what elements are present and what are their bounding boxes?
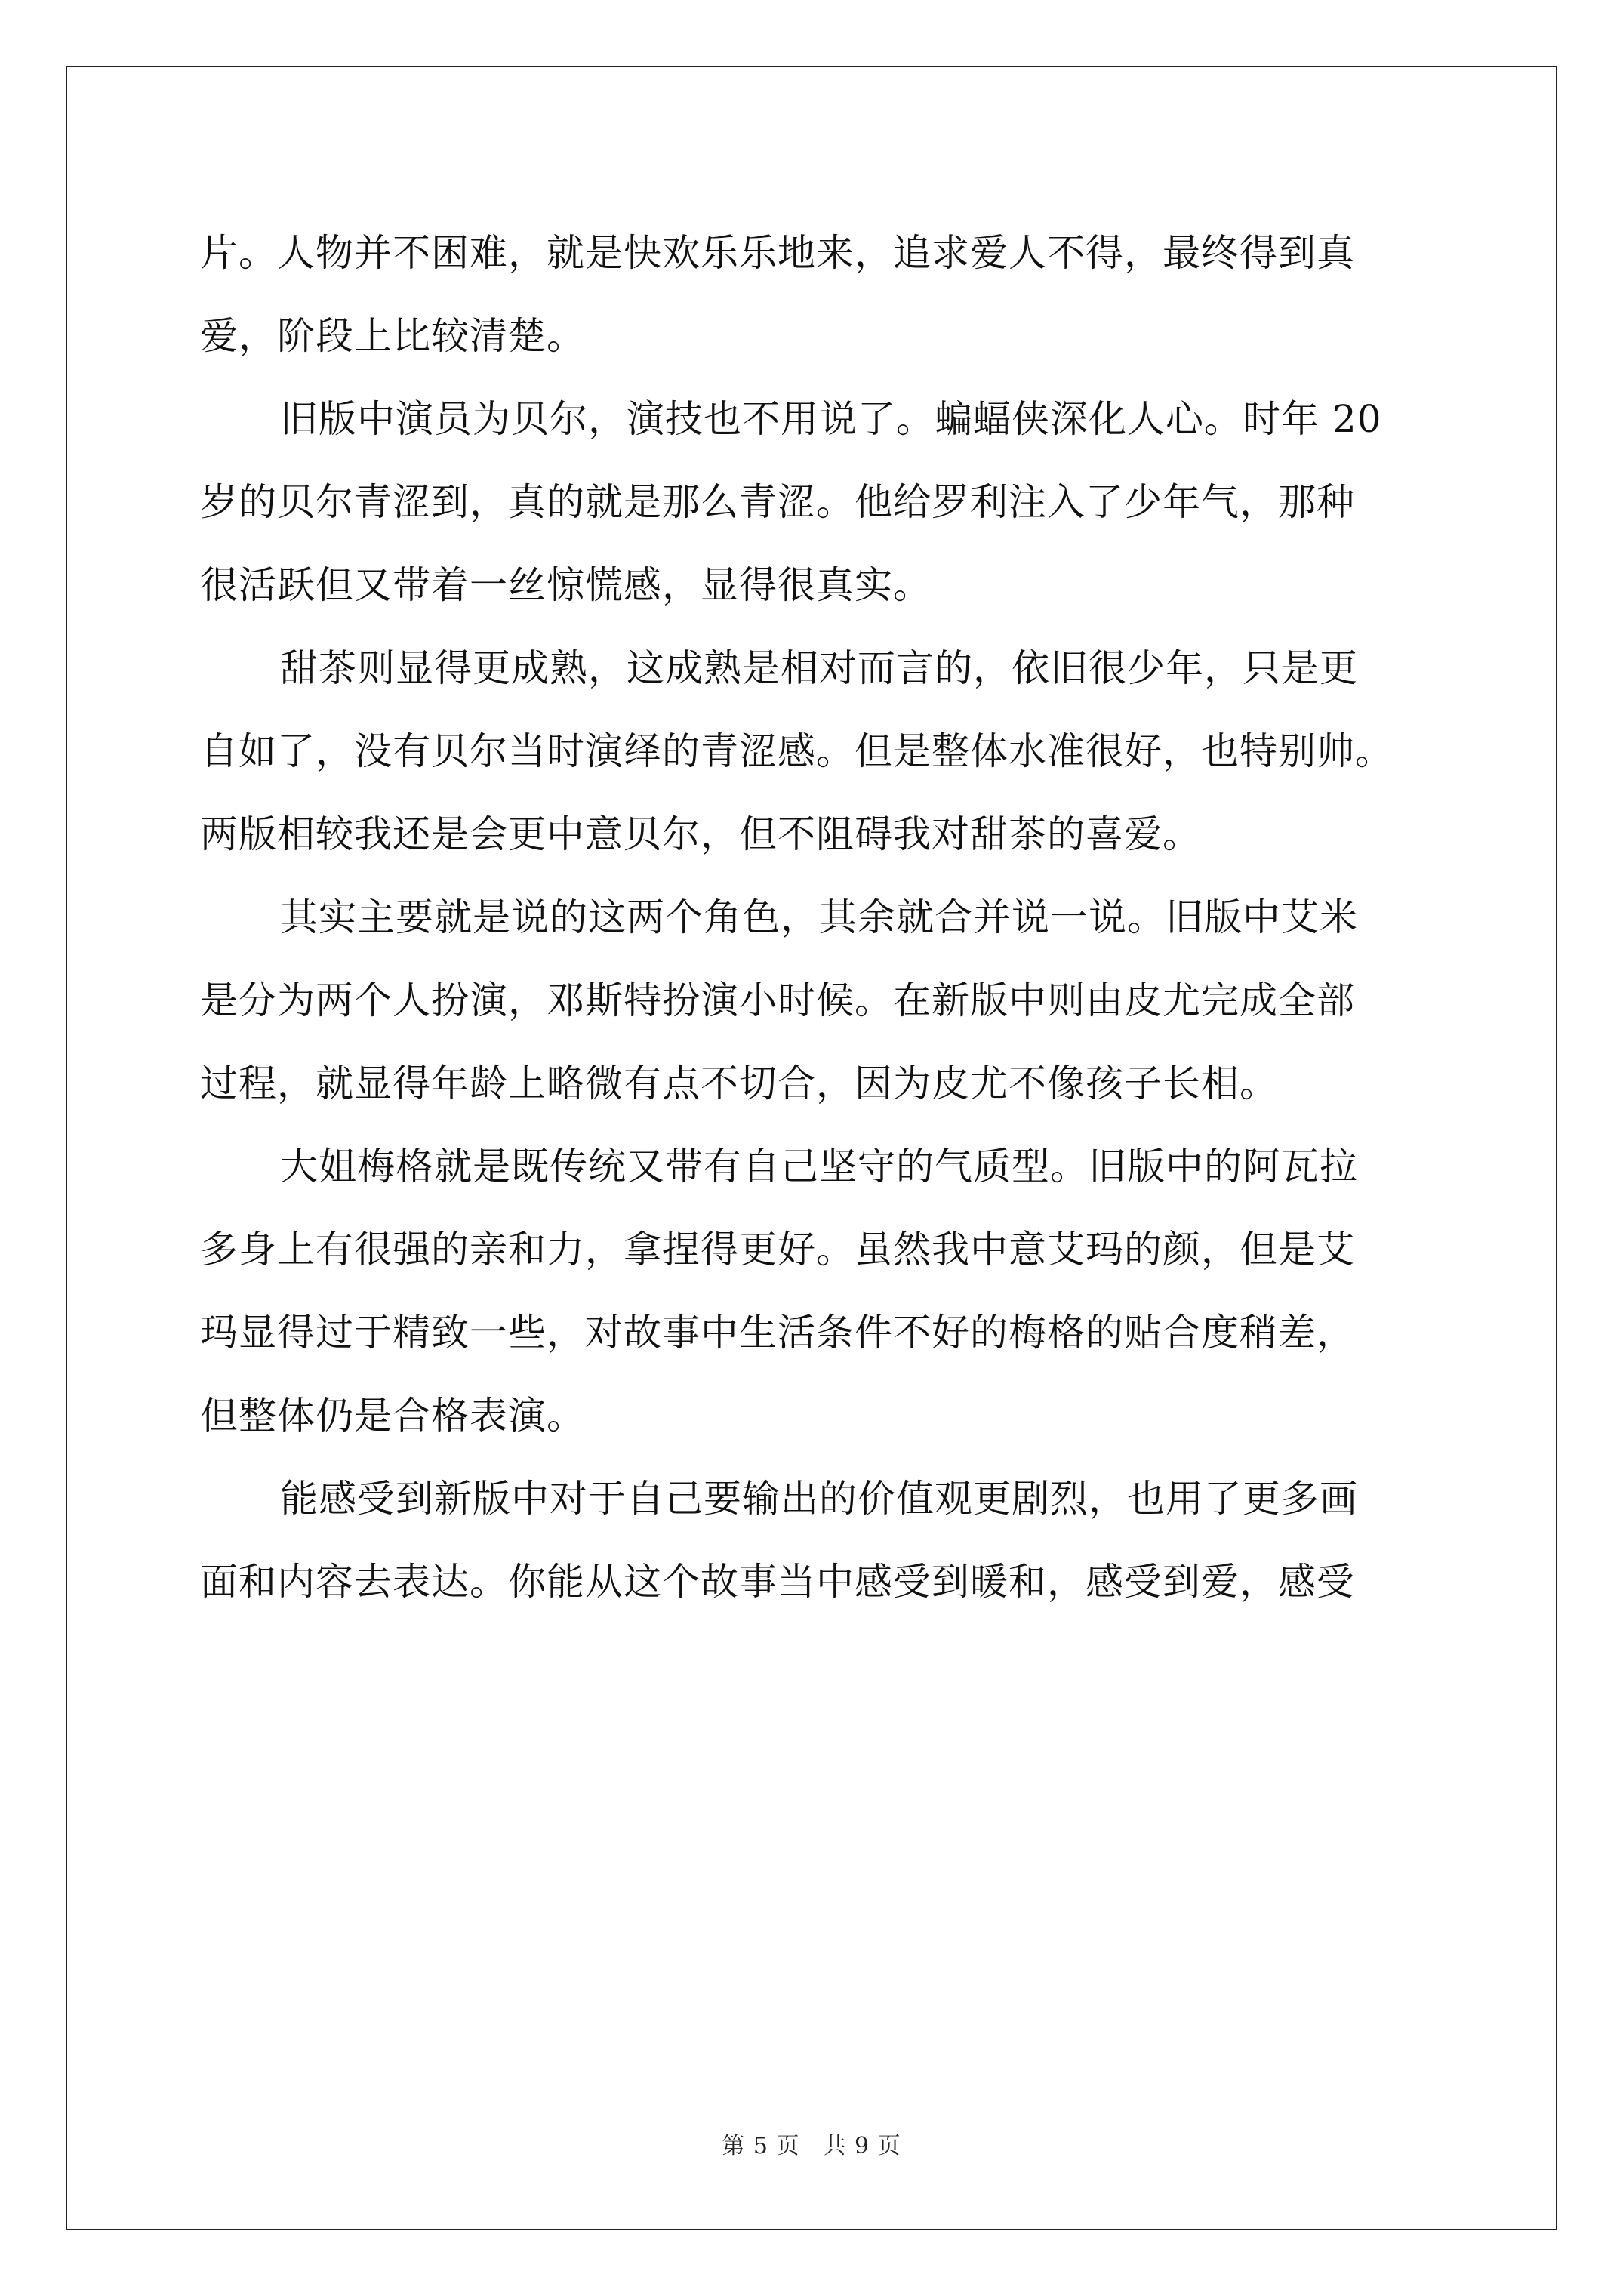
text-line: 岁的贝尔青涩到，真的就是那么青涩。他给罗利注入了少年气，那种 (200, 480, 1355, 524)
paragraph (200, 1125, 1423, 1457)
text-line: 是分为两个人扮演，邓斯特扮演小时候。在新版中则由皮尤完成全部 (200, 978, 1355, 1022)
paragraph (200, 378, 1423, 627)
text-line: 自如了，没有贝尔当时演绎的青涩感。但是整体水准很好，也特别帅。 (200, 729, 1394, 773)
text-line: 其实主要就是说的这两个角色，其余就合并说一说。旧版中艾米 (280, 895, 1358, 939)
document-body (200, 211, 1423, 1623)
text-line: 旧版中演员为贝尔，演技也不用说了。蝙蝠侠深化人心。时年 20 (280, 397, 1382, 441)
text-line: 多身上有很强的亲和力，拿捏得更好。虽然我中意艾玛的颜，但是艾 (200, 1228, 1355, 1271)
text-line: 能感受到新版中对于自己要输出的价值观更剧烈，也用了更多画 (280, 1477, 1358, 1521)
paragraph (200, 876, 1423, 1125)
text-line: 玛显得过于精致一些，对故事中生活条件不好的梅格的贴合度稍差， (200, 1311, 1355, 1354)
text-line: 爱，阶段上比较清楚。 (200, 314, 585, 358)
page-number-footer: 第 5 页 共 9 页 (722, 2133, 901, 2159)
paragraph (200, 627, 1423, 876)
text-line: 大姐梅格就是既传统又带有自己坚守的气质型。旧版中的阿瓦拉 (280, 1145, 1358, 1188)
text-line: 片。人物并不困难，就是快欢乐乐地来，追求爱人不得，最终得到真 (200, 231, 1355, 275)
text-line: 很活跃但又带着一丝惊慌感，显得很真实。 (200, 563, 932, 607)
paragraph (200, 211, 1423, 378)
text-line: 过程，就显得年龄上略微有点不切合，因为皮尤不像孩子长相。 (200, 1062, 1278, 1105)
text-line: 两版相较我还是会更中意贝尔，但不阻碍我对甜茶的喜爱。 (200, 812, 1201, 856)
text-line: 但整体仍是合格表演。 (200, 1394, 585, 1438)
text-line: 甜茶则显得更成熟，这成熟是相对而言的，依旧很少年，只是更 (280, 646, 1358, 690)
paragraph (200, 1457, 1423, 1623)
text-line: 面和内容去表达。你能从这个故事当中感受到暖和，感受到爱，感受 (200, 1560, 1355, 1604)
